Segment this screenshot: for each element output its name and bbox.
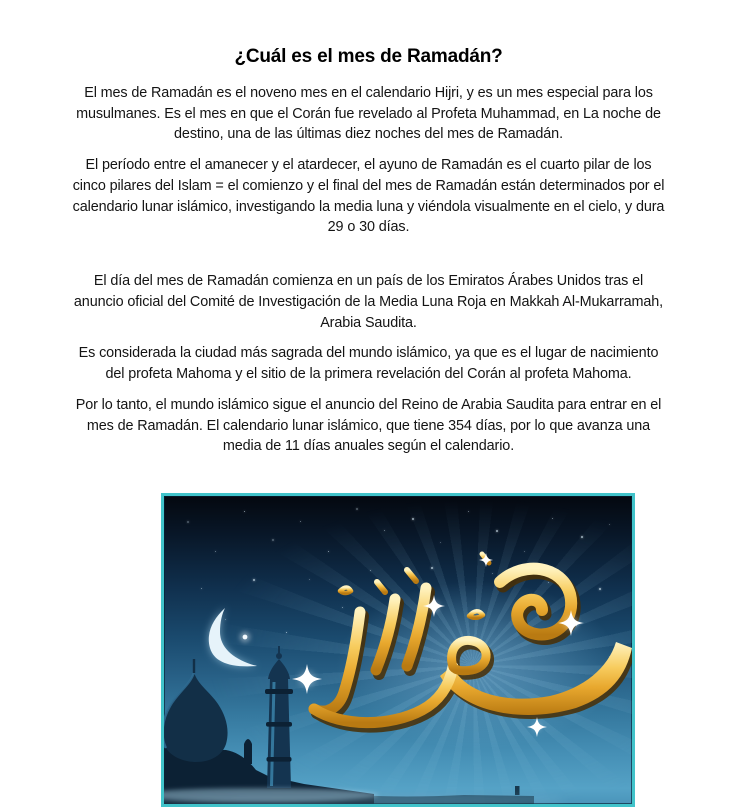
paragraph-3: El día del mes de Ramadán comienza en un país de los Emiratos Árabes Unidos tras el anuncio oficial del Comité de Investigación de la Media Luna Roja en Makkah Al-Mukarramah, Arabia Saudita. — [73, 273, 664, 331]
document-body — [68, 83, 669, 457]
eid-greeting-image — [161, 493, 635, 807]
paragraph-2: El período entre el amanecer y el atardecer, el ayuno de Ramadán es el cuarto pilar de los cinco pilares del Islam = el comienzo y el final del mes de Ramadán están determinados por el calendario lunar islámico, investigando la media luna y viéndola visualmente en el cielo, y dura 29 o 30 días. — [72, 157, 665, 236]
page-title: ¿Cuál es el mes de Ramadán? — [234, 46, 503, 67]
paragraph-5: Por lo tanto, el mundo islámico sigue el anuncio del Reino de Arabia Saudita para entrar en el mes de Ramadán. El calendario lunar islámico, que tiene 354 días, por lo que avanza una media de 11 días anuales según el calendario. — [75, 396, 662, 455]
crescent-moon-icon — [209, 608, 257, 666]
eid-calligraphy — [314, 554, 632, 727]
paragraph-1: El mes de Ramadán es el noveno mes en el calendario Hijri, y es un mes especial para los musulmanes. Es el mes en que el Corán fue revelado al Profeta Muhammad, en La noche de destino, una de las últimas diez noches del mes de Ramadán. — [76, 85, 661, 143]
eid-card-art — [164, 496, 632, 804]
paragraph-4: Es considerada la ciudad más sagrada del mundo islámico, ya que es el lugar de nacimiento del profeta Mahoma y el sitio de la primera revelación del Corán al profeta Mahoma. — [78, 345, 659, 383]
sparkle-icon — [527, 717, 547, 737]
sparkle-icon — [292, 664, 322, 694]
